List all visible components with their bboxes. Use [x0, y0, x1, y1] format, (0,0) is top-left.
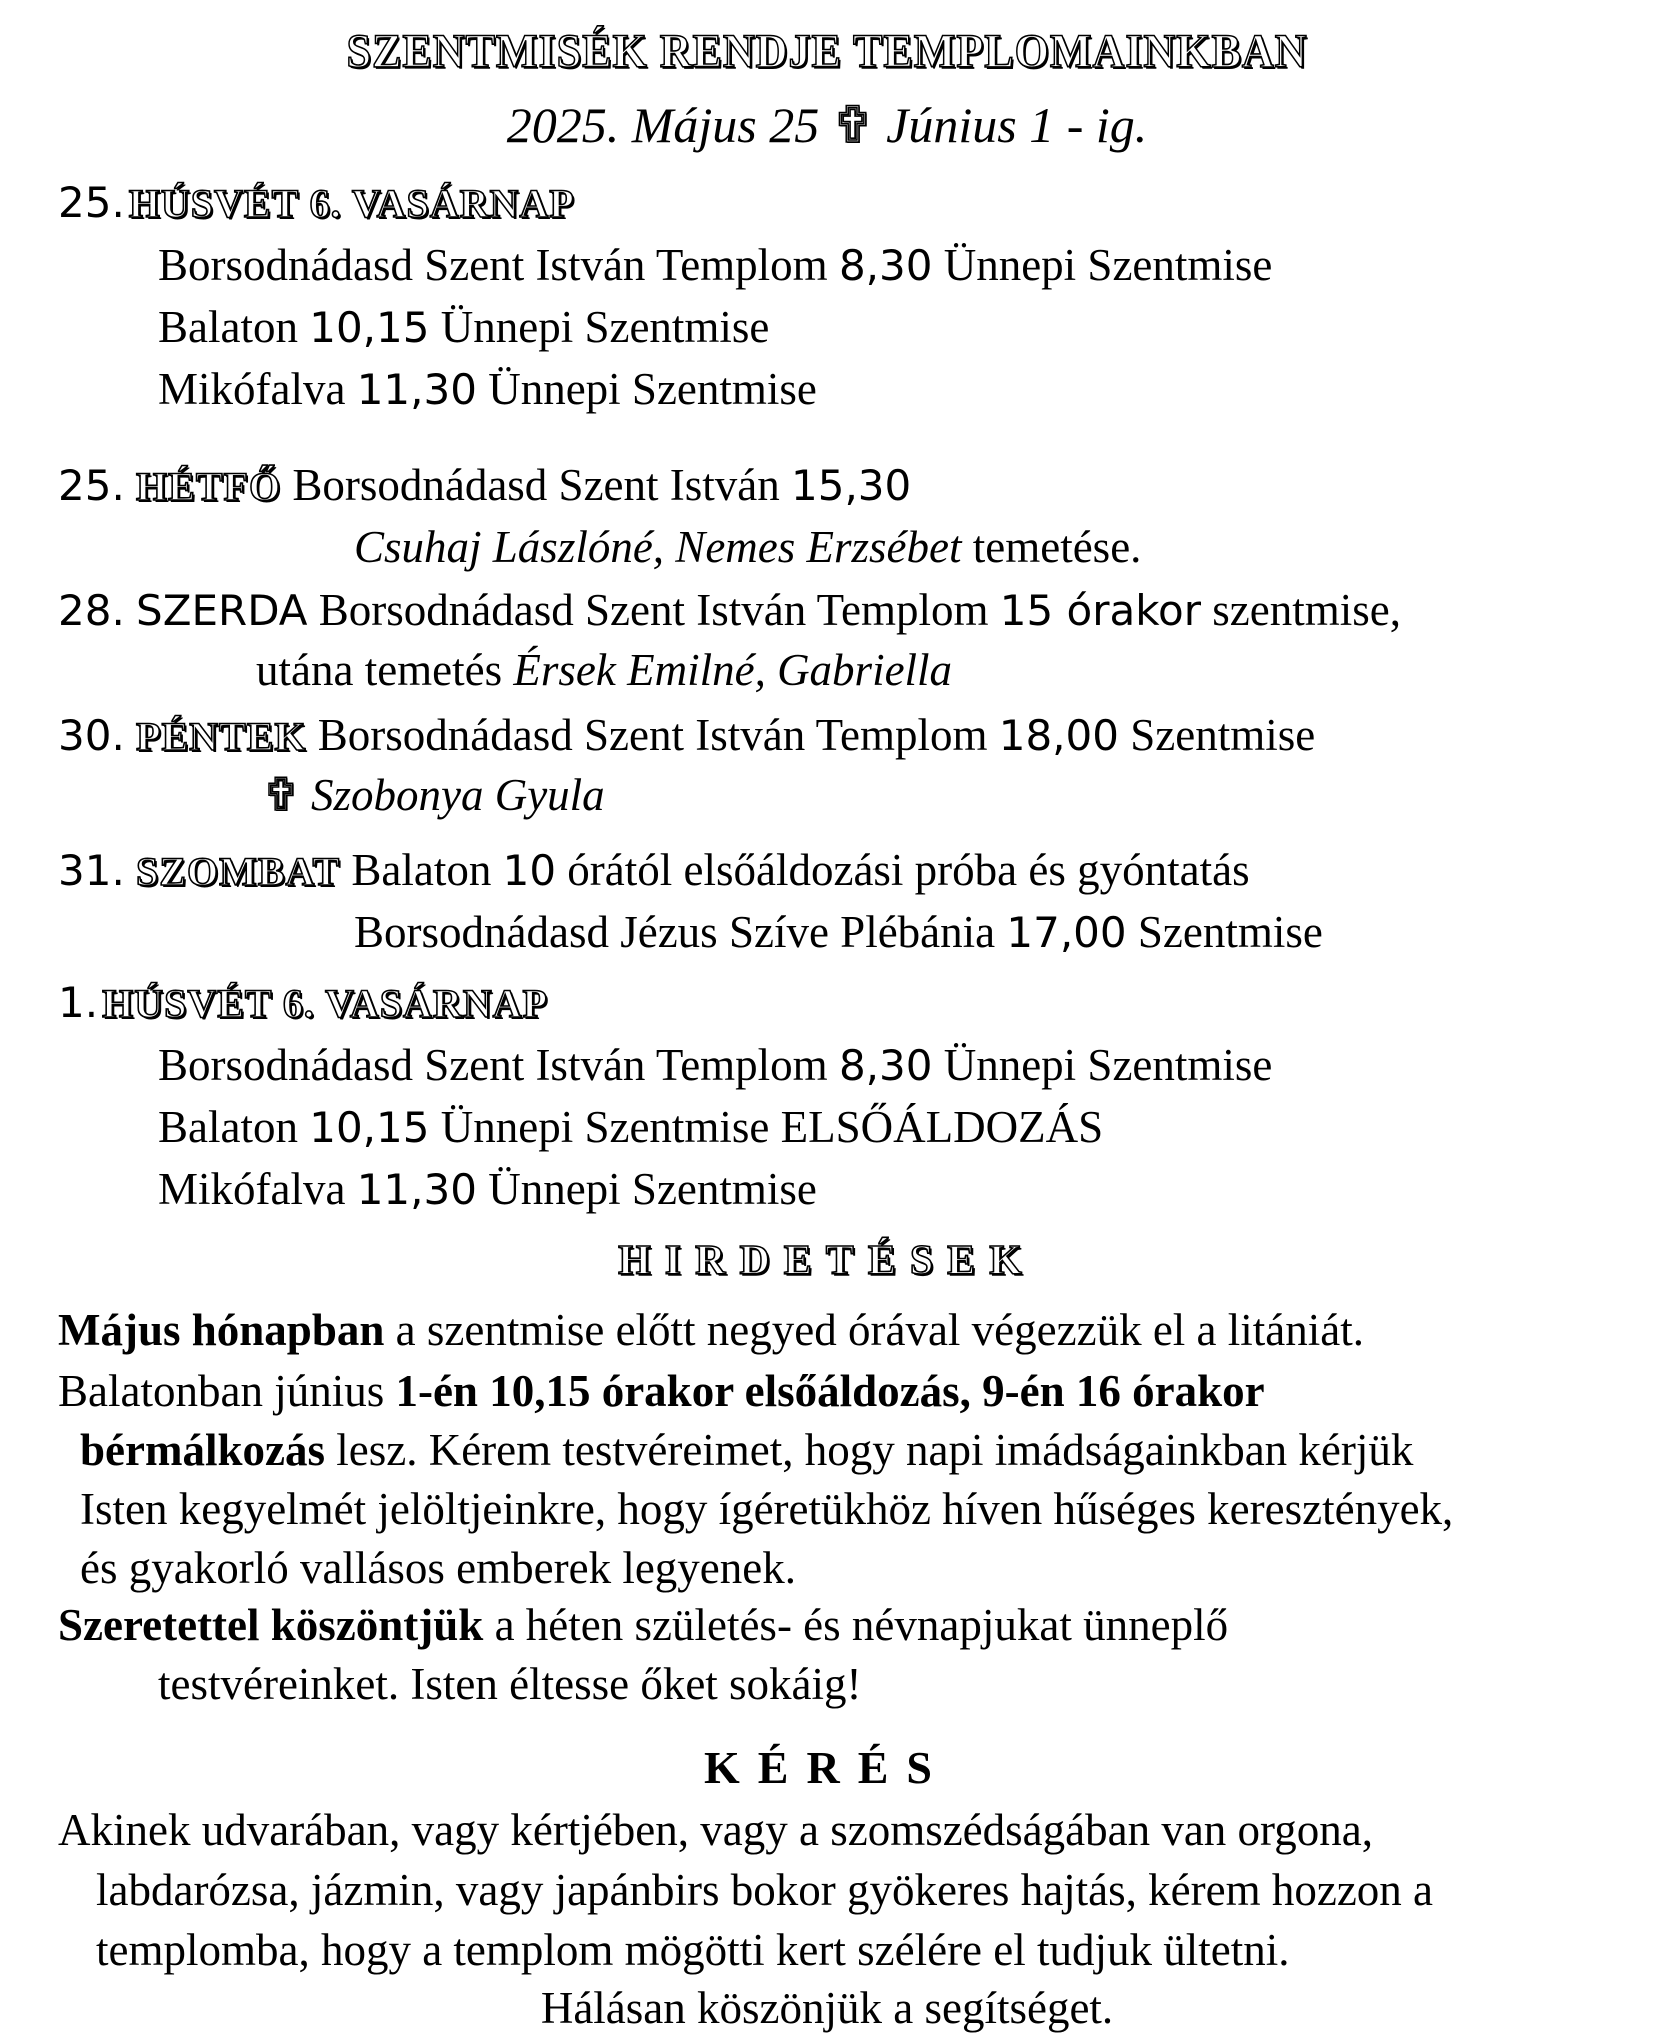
mass-place: Balaton — [351, 845, 492, 895]
page-title: SZENTMISÉK RENDJE TEMPLOMAINKBAN — [346, 25, 1308, 78]
mass-time: 15 órakor — [999, 586, 1202, 635]
day-name: PÉNTEK — [136, 714, 307, 759]
mass-place: Borsodnádasd Szent István Templom — [158, 1040, 828, 1090]
mass-place: Borsodnádasd Jézus Szíve Plébánia — [354, 907, 996, 957]
day-heading — [58, 178, 575, 227]
mass-place: Balaton — [158, 1102, 298, 1152]
announcement-emphasis: Szeretettel köszöntjük — [58, 1600, 484, 1650]
mass-time: 10,15 — [309, 1103, 430, 1152]
mass-time: 8,30 — [838, 241, 933, 290]
funeral-label: temetése. — [972, 522, 1142, 572]
request-line: templomba, hogy a templom mögötti kert szélére el tudjuk ültetni. — [96, 1925, 1290, 1975]
mass-desc: Ünnepi Szentmise — [943, 1040, 1273, 1090]
day-line — [58, 460, 912, 510]
mass-time: 8,30 — [838, 1041, 933, 1090]
mass-line — [158, 302, 770, 352]
announcement-line — [58, 1366, 1265, 1416]
day-date: 28. — [58, 586, 125, 635]
announcement-line: és gyakorló vallásos emberek legyenek. — [80, 1543, 797, 1593]
announcement-emphasis: Május hónapban — [58, 1305, 385, 1355]
day-name: HÉTFŐ — [136, 464, 282, 509]
date-start: 2025. Május 25 — [506, 97, 820, 153]
day-date: 30. — [58, 711, 125, 760]
mass-time: 11,30 — [356, 1165, 477, 1214]
day-line — [58, 845, 1250, 895]
intention-line — [262, 768, 605, 821]
announcement-line: Isten kegyelmét jelöltjeinkre, hogy ígéretükhöz híven hűséges keresztények, — [80, 1484, 1454, 1534]
request-thanks: Hálásan köszönjük a segítséget. — [540, 1983, 1114, 2033]
announcement-text: lesz. Kérem testvéreimet, hogy napi imádságainkban kérjük — [336, 1425, 1414, 1475]
announcement-line — [80, 1425, 1414, 1475]
mass-place: Balaton — [158, 302, 298, 352]
cross-icon: ✟ — [262, 768, 300, 821]
day-line — [58, 710, 1316, 760]
mass-time: 11,30 — [356, 365, 477, 414]
funeral-line — [354, 522, 1142, 572]
mass-time: 18,00 — [998, 711, 1119, 760]
mass-time: 17,00 — [1006, 908, 1127, 957]
announcement-line: testvéreinket. Isten éltesse őket sokáig! — [158, 1659, 862, 1709]
day-name: HÚSVÉT 6. VASÁRNAP — [128, 181, 575, 226]
mass-time: 10,15 — [309, 303, 430, 352]
announcement-emphasis: 1-én 10,15 órakor elsőáldozás, 9-én 16 órakor — [395, 1366, 1265, 1416]
mass-desc: órától elsőáldozási próba és gyóntatás — [567, 845, 1250, 895]
funeral-line — [256, 645, 953, 695]
mass-desc: Ünnepi Szentmise — [943, 240, 1273, 290]
cross-icon: ✟ — [831, 96, 874, 154]
mass-place: Mikófalva — [158, 364, 346, 414]
request-line: Akinek udvarában, vagy kértjében, vagy a szomszédságában van orgona, — [58, 1805, 1373, 1855]
mass-line — [158, 1102, 1104, 1152]
mass-line — [354, 907, 1323, 957]
announcement-line — [58, 1600, 1229, 1650]
mass-line — [158, 1040, 1273, 1090]
mass-desc: szentmise, — [1212, 585, 1401, 635]
day-date: 31. — [58, 846, 125, 895]
mass-time: 15,30 — [791, 461, 912, 510]
day-date: 1. — [58, 978, 99, 1027]
mass-desc: Ünnepi Szentmise — [488, 1164, 817, 1214]
mass-place: Borsodnádasd Szent István Templom — [317, 710, 988, 760]
request-line: labdarózsa, jázmin, vagy japánbirs bokor gyökeres hajtás, kérem hozzon a — [96, 1865, 1434, 1915]
day-date: 25. — [58, 178, 125, 227]
mass-place: Borsodnádasd Szent István Templom — [158, 240, 828, 290]
announcement-emphasis: bérmálkozás — [80, 1425, 325, 1475]
mass-line — [158, 364, 817, 414]
mass-time: 10 — [502, 846, 557, 895]
day-heading — [58, 978, 548, 1027]
announcements-heading: HIRDETÉSEK — [618, 1238, 1036, 1284]
day-line — [58, 585, 1401, 635]
mass-desc: Ünnepi Szentmise ELSŐÁLDOZÁS — [440, 1102, 1104, 1152]
mass-desc: Ünnepi Szentmise — [440, 302, 770, 352]
mass-place: Mikófalva — [158, 1164, 346, 1214]
deceased-names: Érsek Emilné, Gabriella — [513, 645, 953, 695]
mass-place: Borsodnádasd Szent István Templom — [318, 585, 989, 635]
mass-desc: Szentmise — [1137, 907, 1323, 957]
announcement-text: Balatonban június — [58, 1366, 385, 1416]
mass-line — [158, 1164, 817, 1214]
mass-desc: Szentmise — [1130, 710, 1316, 760]
date-range — [0, 96, 1654, 154]
day-name: SZOMBAT — [136, 849, 341, 894]
day-name: HÚSVÉT 6. VASÁRNAP — [102, 981, 548, 1026]
date-end: Június 1 - ig. — [886, 97, 1148, 153]
request-heading: KÉRÉS — [704, 1742, 950, 1793]
intention-name: Szobonya Gyula — [310, 770, 605, 820]
announcement-text: a szentmise előtt negyed órával végezzük el a litániát. — [395, 1305, 1364, 1355]
deceased-names: Csuhaj Lászlóné, Nemes Erzsébet — [354, 522, 962, 572]
announcement-line — [58, 1305, 1364, 1355]
day-name: SZERDA — [136, 586, 308, 635]
mass-line — [158, 240, 1273, 290]
mass-place: Borsodnádasd Szent István — [292, 460, 780, 510]
announcement-text: a héten születés- és névnapjukat ünneplő — [494, 1600, 1229, 1650]
mass-desc: Ünnepi Szentmise — [488, 364, 817, 414]
day-date: 25. — [58, 461, 125, 510]
funeral-label: utána temetés — [256, 645, 503, 695]
